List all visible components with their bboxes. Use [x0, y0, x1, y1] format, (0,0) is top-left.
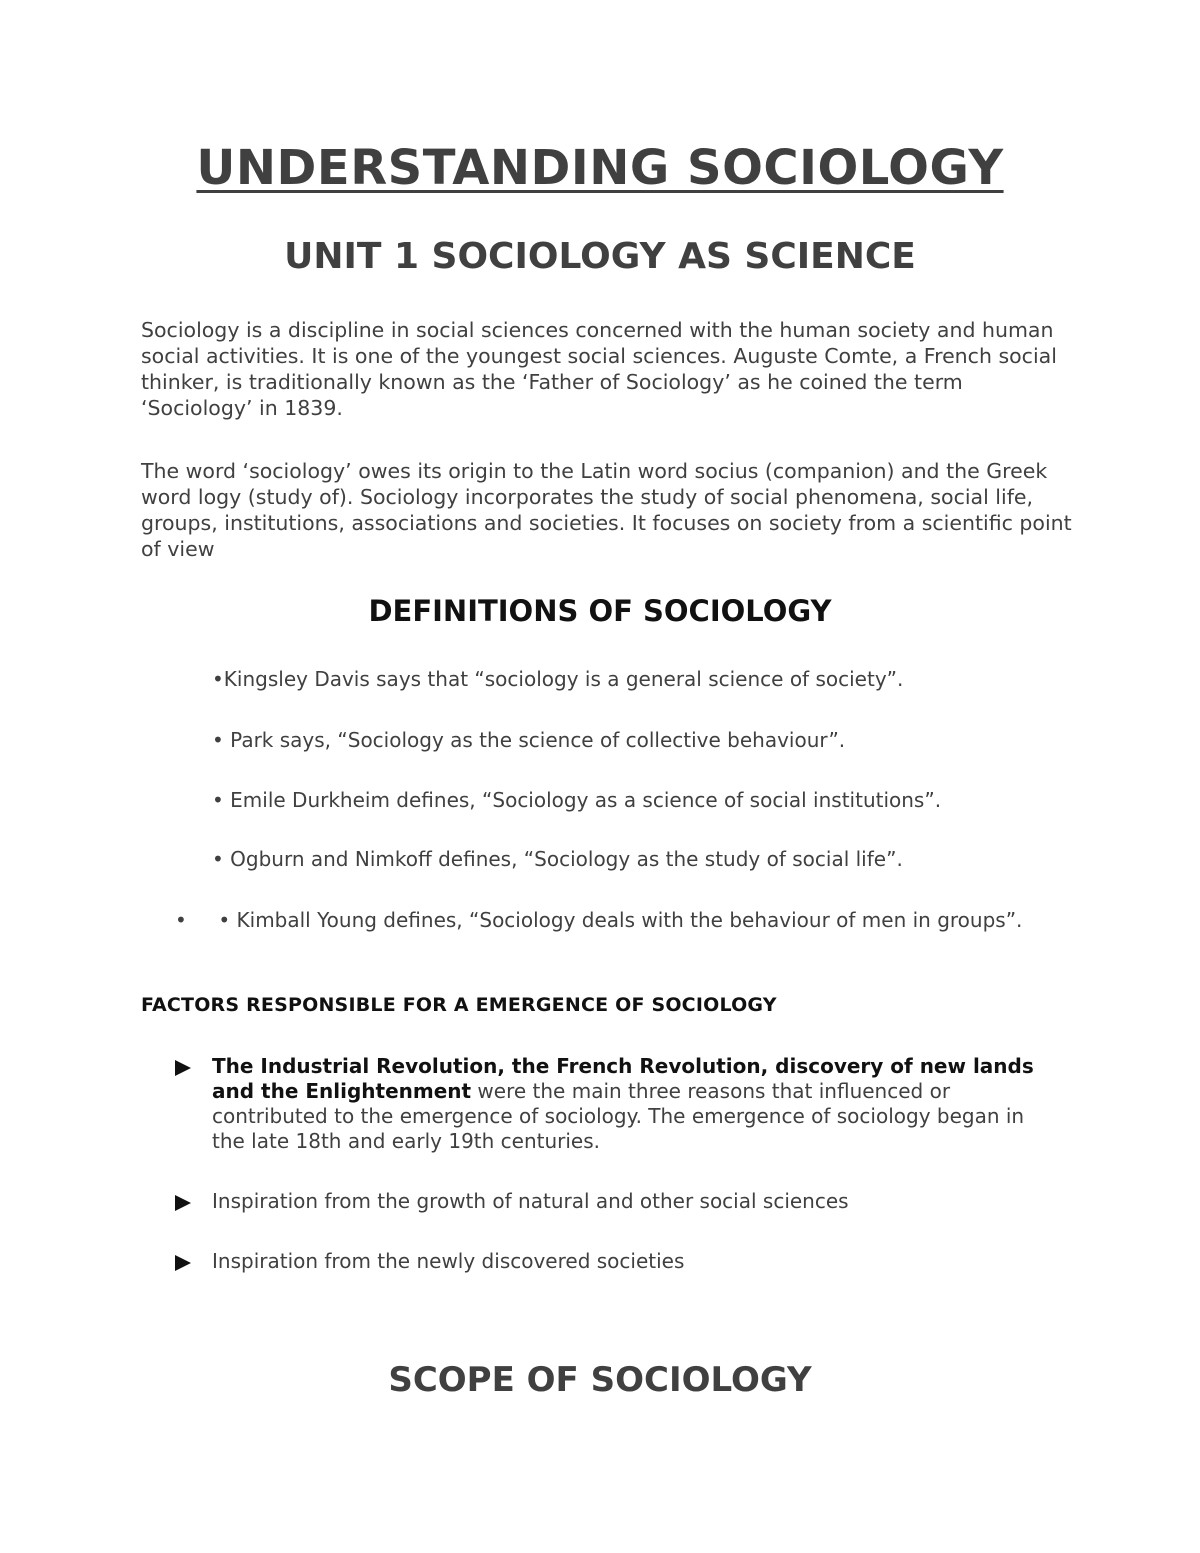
bullet-dot-icon: • — [212, 847, 224, 871]
factor-text — [212, 1249, 1055, 1274]
definition-text-wrapper — [212, 907, 1035, 933]
factor-bold-text: The Industrial Revolution, the French Revolution, discovery of new lands and the Enlightenment — [212, 1054, 1034, 1103]
definition-text: Kimball Young defines, “Sociology deals with the behaviour of men in groups”. — [236, 908, 1023, 932]
factor-rest-text: Inspiration from the growth of natural and other social sciences — [212, 1189, 849, 1213]
etymology-paragraph: The word ‘sociology’ owes its origin to the Latin word socius (companion) and the Greek word logy (study of). Sociology incorporates the study of social phenomena, social life, groups, institutions, associations and societies. It focuses on society from a scientific point of view — [141, 459, 1072, 561]
definition-item — [175, 907, 1035, 933]
factor-text — [212, 1054, 1055, 1154]
definition-text: Kingsley Davis says that “sociology is a general science of society”. — [223, 667, 904, 691]
factor-item — [175, 1189, 1055, 1214]
bullet-dot-icon: • — [212, 728, 224, 752]
right-triangle-arrow-icon — [175, 1255, 191, 1271]
document-title: UNDERSTANDING SOCIOLOGY — [196, 140, 1004, 196]
bullet-dot-icon: • — [218, 908, 231, 932]
factor-text — [212, 1189, 1055, 1214]
factor-item — [175, 1054, 1055, 1154]
factors-heading: FACTORS RESPONSIBLE FOR A EMERGENCE OF SOCIOLOGY — [141, 994, 777, 1016]
definition-item — [212, 787, 941, 813]
definition-item — [212, 727, 845, 753]
right-triangle-arrow-icon — [175, 1060, 191, 1076]
bullet-dot-icon: • — [212, 788, 224, 812]
scope-heading: SCOPE OF SOCIOLOGY — [388, 1360, 812, 1400]
definition-text: Emile Durkheim defines, “Sociology as a science of social institutions”. — [230, 788, 942, 812]
factor-rest-text: Inspiration from the newly discovered societies — [212, 1249, 685, 1273]
definition-item — [212, 846, 903, 872]
factor-rest-text: were the main three reasons that influenced or contributed to the emergence of sociology. The emergence of sociology began in the late 18th and early 19th centuries. — [212, 1079, 1025, 1153]
factor-item — [175, 1249, 1055, 1274]
bullet-dot-icon: • — [212, 667, 224, 691]
unit-heading: UNIT 1 SOCIOLOGY AS SCIENCE — [284, 236, 916, 277]
definition-text: Ogburn and Nimkoff defines, “Sociology as the study of social life”. — [230, 847, 903, 871]
right-triangle-arrow-icon — [175, 1195, 191, 1211]
definition-text: Park says, “Sociology as the science of collective behaviour”. — [230, 728, 846, 752]
definition-item — [212, 666, 903, 692]
bullet-dot-icon: • — [175, 908, 187, 932]
definitions-heading: DEFINITIONS OF SOCIOLOGY — [368, 594, 832, 628]
intro-paragraph: Sociology is a discipline in social sciences concerned with the human society and human social activities. It is one of the youngest social sciences. Auguste Comte, a French social thinker, is traditionally known as the ‘Father of Sociology’ as he coined the term ‘Sociology’ in 1839. — [141, 318, 1057, 420]
